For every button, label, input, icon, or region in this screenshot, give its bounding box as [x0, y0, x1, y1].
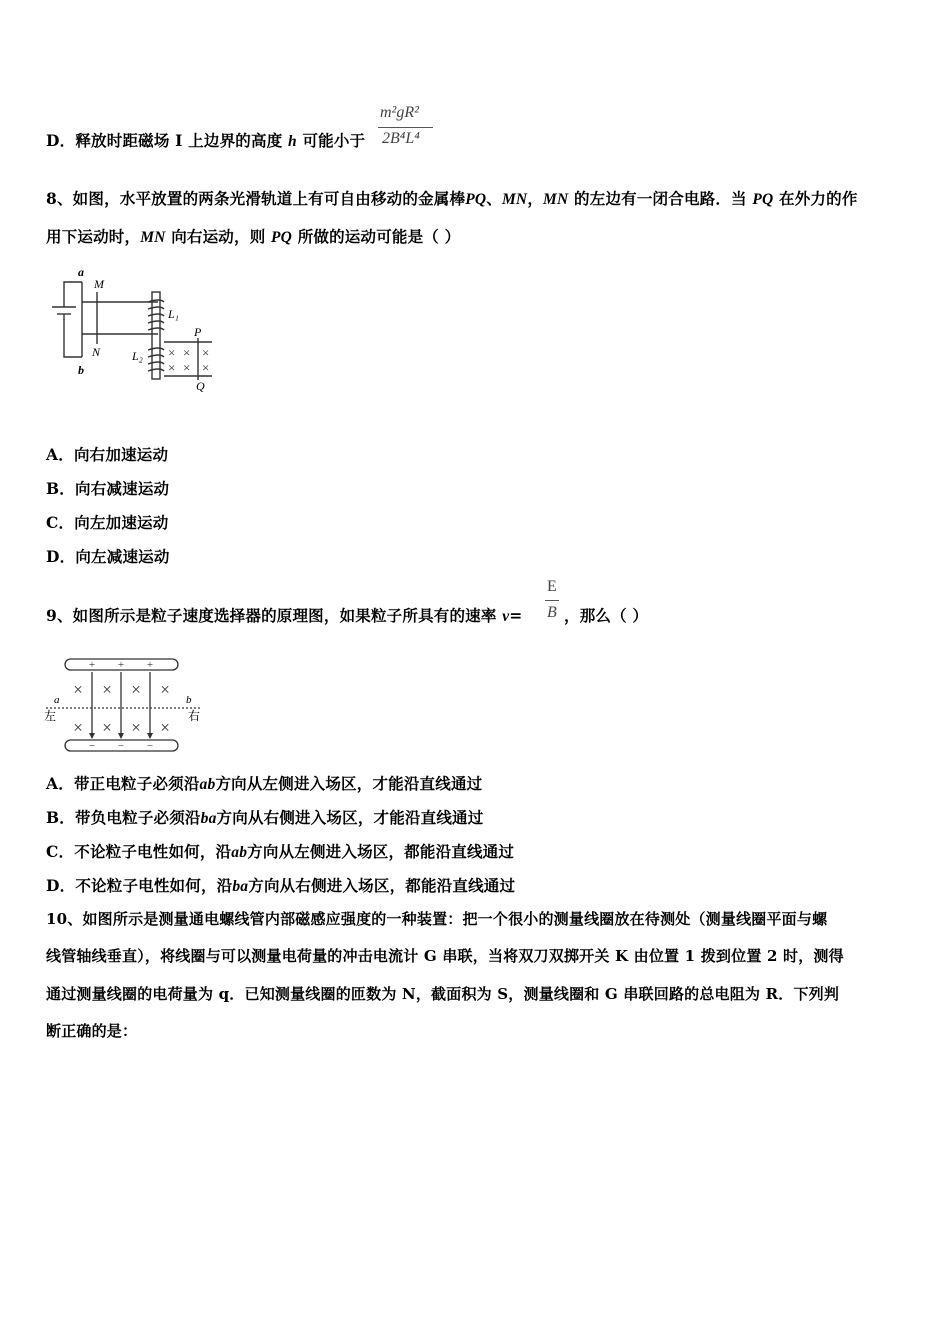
q8-stem-line2 [46, 225, 460, 247]
var-direction: ab [231, 844, 248, 861]
field-cross: × [183, 345, 191, 360]
field-cross: × [73, 718, 83, 737]
option-text: 不论粒子电性如何，沿 [74, 842, 232, 861]
q8-text-d: 用下运动时， [46, 227, 141, 246]
label-b: b [78, 363, 84, 377]
label-L2: L₂ [132, 349, 143, 363]
q8-text-b: 的左边有一闭合电路．当 [574, 189, 747, 208]
label-a: a [78, 265, 84, 279]
option-label: D． [46, 131, 76, 150]
label-N: N [92, 345, 101, 359]
q9-velocity-selector-figure [40, 656, 210, 756]
q8-stem-line1 [46, 187, 858, 209]
option-text: 带正电粒子必须沿 [73, 774, 200, 793]
option-text: 向右加速运动 [73, 445, 169, 464]
minus-sign: − [146, 740, 154, 752]
q9-stem-tail: ，那么（ ） [564, 606, 649, 625]
option-label: A． [46, 445, 74, 464]
q9-option [46, 840, 514, 862]
option-label: B． [46, 808, 76, 827]
option-text: 向左加速运动 [74, 513, 169, 532]
option-tail: 可能小于 [302, 131, 366, 150]
q8-text-e: 向右运动，则 [171, 227, 266, 246]
q9-frac-numerator: E [547, 578, 557, 595]
field-cross: × [160, 718, 170, 737]
option-text: 不论粒子电性如何，沿 [75, 876, 233, 895]
label-b: b [186, 694, 192, 706]
q7-option-d [46, 129, 365, 151]
var-direction: ba [232, 878, 249, 895]
label-a: a [54, 694, 60, 706]
option-label: C． [46, 513, 75, 532]
label-P: P [194, 325, 202, 339]
field-cross: × [168, 360, 176, 375]
option-text: 方向从左侧进入场区，都能沿直线通过 [247, 842, 515, 861]
var-pq: PQ [465, 191, 487, 208]
label-right: 右 [188, 709, 201, 723]
minus-sign: − [88, 740, 96, 752]
q9-option [46, 772, 482, 794]
field-cross: × [73, 680, 83, 699]
var-h: h [288, 133, 297, 150]
q8-circuit-figure [40, 262, 230, 397]
var-direction: ba [200, 810, 217, 827]
var-mn: MN [140, 229, 166, 246]
var-v: v [502, 608, 510, 625]
option-text: 方向从右侧进入场区，才能沿直线通过 [216, 808, 484, 827]
option-label: A． [46, 774, 74, 793]
var-pq: PQ [271, 229, 293, 246]
var-mn: MN [543, 191, 569, 208]
var-pq: PQ [752, 191, 774, 208]
plus-sign: + [88, 659, 96, 671]
q8-option [46, 511, 168, 533]
field-cross: × [131, 680, 141, 699]
option-label: C． [46, 842, 75, 861]
option-text: 释放时距磁场 Ⅰ 上边界的高度 [75, 131, 283, 150]
option-label: D． [46, 876, 76, 895]
var-direction: ab [199, 776, 216, 793]
option-label: D． [46, 547, 76, 566]
q10-stem-line1: 10、如图所示是测量通电螺线管内部磁感应强度的一种装置：把一个很小的测量线圈放在待测处（测量线圈平面与螺 [46, 910, 828, 928]
option-text: 向左减速运动 [75, 547, 170, 566]
option-text: 方向从左侧进入场区，才能沿直线通过 [215, 774, 483, 793]
plus-sign: + [146, 659, 154, 671]
equals-sign: = [509, 606, 523, 625]
minus-sign: − [117, 740, 125, 752]
q9-frac-denominator: B [547, 604, 557, 621]
q10-stem-line2: 线管轴线垂直），将线圈与可以测量电荷量的冲击电流计 G 串联，当将双刀双掷开关 K 由位置 1 拨到位置 2 时，测得 [46, 947, 844, 965]
option-text: 方向从右侧进入场区，都能沿直线通过 [248, 876, 516, 895]
q10-stem-line3: 通过测量线圈的电荷量为 q．已知测量线圈的匝数为 N，截面积为 S，测量线圈和 G 串联回路的总电阻为 R．下列判 [46, 985, 840, 1003]
q7-frac-denominator: 2B⁴L⁴ [382, 130, 420, 147]
q7-frac-bar [378, 127, 433, 128]
label-L1: L₁ [168, 307, 179, 321]
q8-option [46, 477, 169, 499]
plus-sign: + [117, 659, 125, 671]
field-cross: × [160, 680, 170, 699]
q8-option [46, 443, 168, 465]
label-left: 左 [44, 709, 57, 723]
option-label: B． [46, 479, 76, 498]
q8-option [46, 545, 170, 567]
field-cross: × [102, 680, 112, 699]
label-M: M [94, 277, 104, 291]
field-cross: × [131, 718, 141, 737]
option-text: 向右减速运动 [75, 479, 170, 498]
q9-frac-bar [545, 600, 559, 601]
field-cross: × [168, 345, 176, 360]
q7-frac-numerator: m²gR² [380, 104, 419, 121]
q8-text-c: 在外力的作 [779, 189, 858, 208]
q9-stem [46, 604, 522, 626]
label-Q: Q [196, 379, 205, 393]
field-cross: × [183, 360, 191, 375]
var-mn: MN [501, 191, 528, 208]
field-cross: × [202, 345, 210, 360]
q8-sep: 、 [486, 189, 502, 208]
field-cross: × [202, 360, 210, 375]
q10-stem-line4: 断正确的是： [46, 1022, 138, 1040]
option-text: 带负电粒子必须沿 [75, 808, 201, 827]
q8-text-f: 所做的运动可能是（ ） [297, 227, 461, 246]
q8-text-a: 8、如图，水平放置的两条光滑轨道上有可自由移动的金属棒 [46, 189, 466, 208]
q9-text-a: 9、如图所示是粒子速度选择器的原理图，如果粒子所具有的速率 [46, 606, 497, 625]
q8-comma: ， [527, 189, 544, 208]
field-cross: × [102, 718, 112, 737]
q9-option [46, 874, 515, 896]
q9-option [46, 806, 483, 828]
